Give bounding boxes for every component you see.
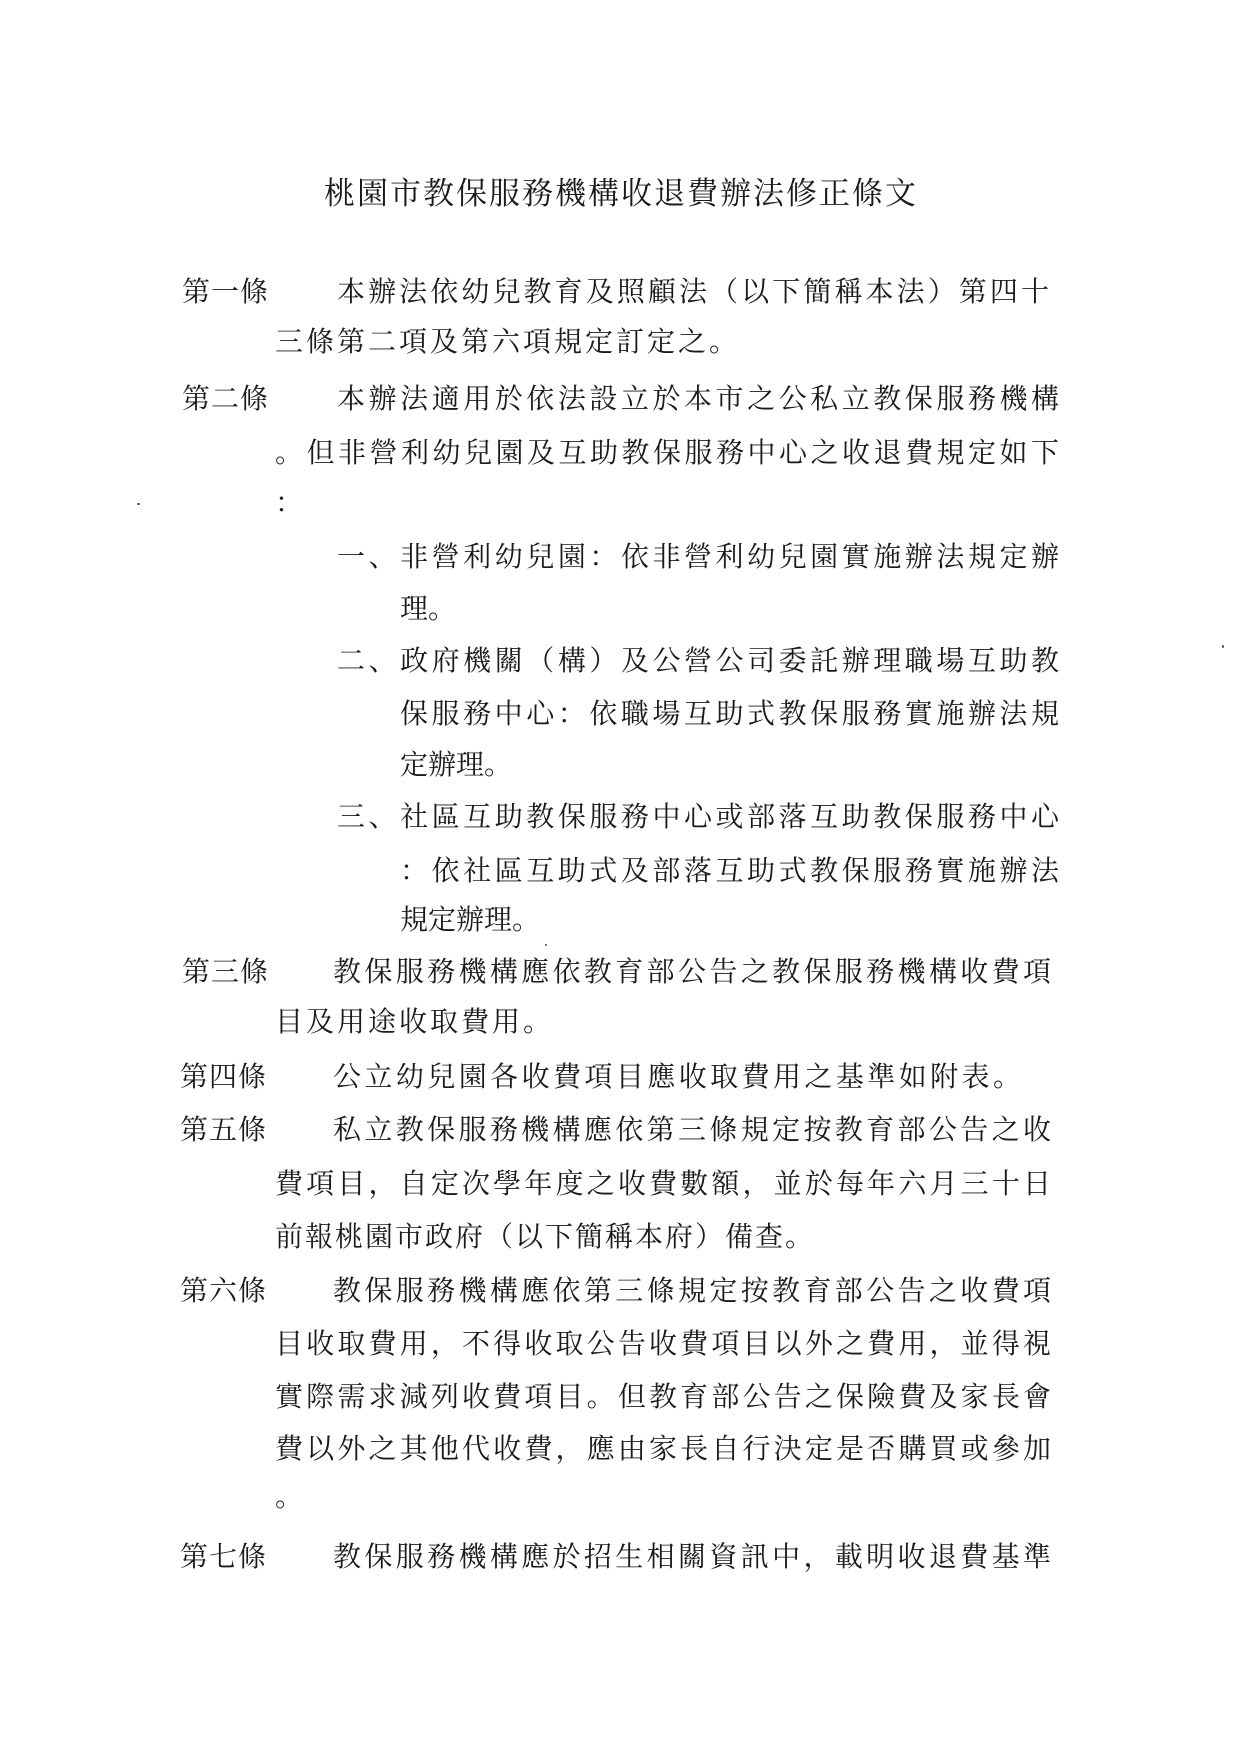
article-6-number: 第六條 (180, 1274, 268, 1307)
scan-speck (545, 944, 547, 946)
article-2-item-3-line-1: 三、社區互助教保服務中心或部落互助教保服務中心 (337, 800, 1059, 833)
article-5-number: 第五條 (180, 1113, 268, 1146)
article-4-line-1: 公立幼兒園各收費項目應收取費用之基準如附表。 (333, 1060, 1021, 1093)
article-6-line-3: 實際需求減列收費項目。但教育部公告之保險費及家長會 (275, 1380, 1051, 1413)
article-3-line-1: 教保服務機構應依教育部公告之教保服務機構收費項 (333, 955, 1051, 988)
article-1-line-1: 本辦法依幼兒教育及照顧法（以下簡稱本法）第四十 (337, 275, 1049, 308)
article-6-line-1: 教保服務機構應依第三條規定按教育部公告之收費項 (333, 1274, 1051, 1307)
article-2-item-2-line-2: 保服務中心：依職場互助式教保服務實施辦法規 (400, 697, 1059, 730)
article-2-number: 第二條 (182, 382, 270, 415)
article-2-line-3: ： (275, 486, 304, 519)
article-7-number: 第七條 (180, 1540, 268, 1573)
article-1-number: 第一條 (182, 275, 270, 308)
article-2-item-2-line-3: 定辦理。 (400, 748, 513, 781)
document-title: 桃園市教保服務機構收退費辦法修正條文 (324, 176, 918, 212)
article-2-line-1: 本辦法適用於依法設立於本市之公私立教保服務機構 (337, 382, 1059, 415)
article-2-item-1-line-1: 一、非營利幼兒園：依非營利幼兒園實施辦法規定辦 (337, 540, 1059, 573)
article-5-line-3: 前報桃園市政府（以下簡稱本府）備查。 (275, 1220, 816, 1253)
article-3-number: 第三條 (182, 955, 270, 988)
article-6-line-5: 。 (275, 1480, 304, 1513)
article-5-line-1: 私立教保服務機構應依第三條規定按教育部公告之收 (333, 1113, 1051, 1146)
article-2-line-2: 。但非營利幼兒園及互助教保服務中心之收退費規定如下 (275, 436, 1059, 469)
article-4-number: 第四條 (180, 1060, 268, 1093)
article-2-item-3-line-2: ：依社區互助式及部落互助式教保服務實施辦法 (400, 854, 1059, 887)
article-6-line-2: 目收取費用，不得收取公告收費項目以外之費用，並得視 (275, 1327, 1051, 1360)
article-6-line-4: 費以外之其他代收費，應由家長自行決定是否購買或參加 (275, 1432, 1051, 1465)
article-3-line-2: 目及用途收取費用。 (275, 1005, 555, 1038)
article-1-line-2: 三條第二項及第六項規定訂定之。 (275, 325, 741, 358)
article-2-item-2-line-1: 二、政府機關（構）及公營公司委託辦理職場互助教 (337, 644, 1059, 677)
article-5-line-2: 費項目，自定次學年度之收費數額，並於每年六月三十日 (275, 1167, 1051, 1200)
scan-speck (1222, 645, 1224, 648)
article-7-line-1: 教保服務機構應於招生相關資訊中，載明收退費基準 (333, 1540, 1051, 1573)
article-2-item-1-line-2: 理。 (400, 592, 457, 625)
scan-speck (137, 503, 140, 505)
article-2-item-3-line-3: 規定辦理。 (400, 903, 541, 936)
